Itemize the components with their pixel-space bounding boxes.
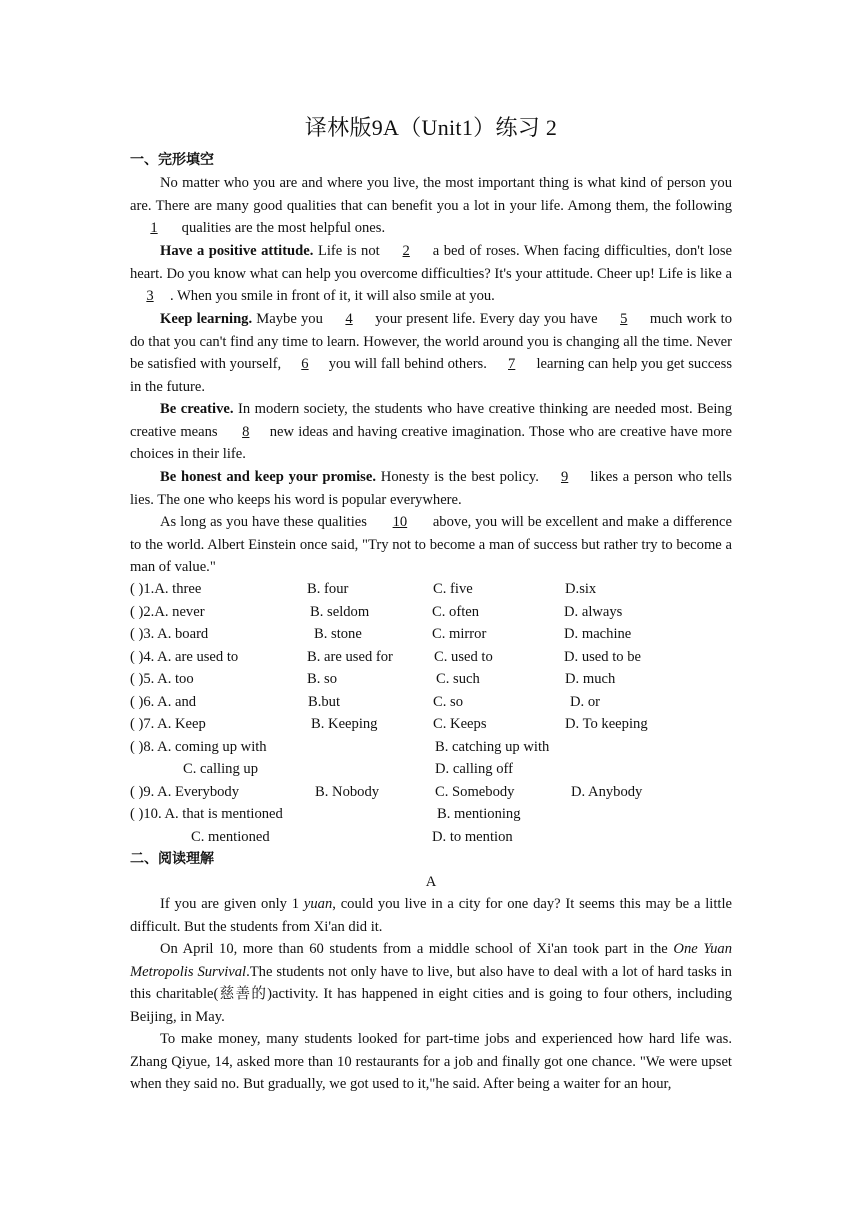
text: much work to do that you can't find any time to learn. However, the world around you is changing all the time. Never be satisfied with yourself, bbox=[130, 311, 732, 372]
text: learning can help you get success in the future. bbox=[130, 356, 733, 395]
option-d: D. To keeping bbox=[565, 716, 648, 732]
option-row-8b bbox=[130, 758, 750, 780]
option-d: D. always bbox=[564, 604, 623, 620]
option-b: B. stone bbox=[314, 626, 362, 642]
option-row-4 bbox=[130, 646, 750, 668]
reading-paragraph-1 bbox=[130, 893, 732, 938]
option-row-5 bbox=[130, 668, 750, 690]
option-a: ( )1.A. three bbox=[130, 581, 202, 597]
text: On April 10, more than 60 students from a middle school of Xi'an took part in the bbox=[160, 941, 674, 957]
option-d: D. used to be bbox=[564, 649, 642, 665]
cloze-paragraph-5 bbox=[130, 466, 732, 511]
option-b: B. catching up with bbox=[435, 739, 550, 755]
option-b: B. four bbox=[307, 581, 349, 597]
option-a: ( )7. A. Keep bbox=[130, 716, 206, 732]
reading-paragraph-3: To make money, many students looked for part-time jobs and experienced how hard life was. Zhang Qiyue, 14, asked more than 10 restaurants for a job and finally got one chance. "We were upset when they said no. But gradually, we got used to it,"he said. After being a waiter for an hour, bbox=[130, 1031, 732, 1092]
option-c: C. such bbox=[436, 671, 480, 687]
option-row-10 bbox=[130, 803, 750, 825]
option-row-7 bbox=[130, 713, 750, 735]
text: qualities are the most helpful ones. bbox=[178, 220, 386, 236]
option-b: B. Nobody bbox=[315, 784, 380, 800]
option-row-1 bbox=[130, 578, 750, 600]
option-a: ( )10. A. that is mentioned bbox=[130, 806, 283, 822]
option-row-6 bbox=[130, 691, 750, 713]
text: Maybe you bbox=[252, 311, 328, 327]
option-d: D. calling off bbox=[435, 761, 513, 777]
option-b: B. so bbox=[307, 671, 338, 687]
text: As long as you have these qualities bbox=[160, 514, 371, 530]
page-title: 译林版9A（Unit1）练习 2 bbox=[304, 115, 558, 140]
option-a: ( )4. A. are used to bbox=[130, 649, 239, 665]
section-heading-reading: 二、阅读理解 bbox=[130, 851, 214, 867]
option-c: C. five bbox=[433, 581, 473, 597]
option-c: C. used to bbox=[434, 649, 493, 665]
option-c: C. Keeps bbox=[433, 716, 487, 732]
lead-phrase: Keep learning. bbox=[160, 311, 253, 327]
text: your present life. Every day you have bbox=[371, 311, 602, 327]
lead-phrase: Have a positive attitude. bbox=[160, 243, 314, 259]
option-b: B. Keeping bbox=[311, 716, 378, 732]
option-d: D. to mention bbox=[432, 829, 513, 845]
option-row-3 bbox=[130, 623, 750, 645]
text: a bed of roses. When facing difficulties, don't lose heart. Do you know what can help you overcome difficulties? It's your attitude. Cheer up! Life is like a bbox=[130, 243, 732, 282]
option-d: D.six bbox=[565, 581, 597, 597]
option-a: ( )2.A. never bbox=[130, 604, 205, 620]
text: new ideas and having creative imagination. Those who are creative have more choices in their life. bbox=[130, 423, 732, 462]
option-b: B. are used for bbox=[307, 649, 393, 665]
option-b: B. mentioning bbox=[437, 806, 521, 822]
blank-5: 5 bbox=[620, 311, 628, 327]
text: , could you live in a city for one day? It seems this may be a little difficult. But the students from Xi'an did it. bbox=[130, 896, 732, 935]
option-d: D. Anybody bbox=[571, 784, 643, 800]
option-d: D. machine bbox=[564, 626, 632, 642]
option-a: ( )6. A. and bbox=[130, 694, 197, 710]
option-row-8 bbox=[130, 736, 750, 758]
text: .The students not only have to live, but also have to deal with a lot of hard tasks in this charitable(慈善的)activity. It has happened in eight cities and is going to four others, including Beijing, in May. bbox=[130, 963, 732, 1025]
blank-3: 3 bbox=[146, 288, 154, 304]
blank-9: 9 bbox=[560, 469, 569, 485]
option-c: C. calling up bbox=[183, 761, 258, 777]
option-row-9 bbox=[130, 781, 750, 803]
option-d: D. much bbox=[565, 671, 616, 687]
option-b: B.but bbox=[308, 694, 341, 710]
option-a: ( )3. A. board bbox=[130, 626, 209, 642]
blank-4: 4 bbox=[345, 311, 353, 327]
option-b: B. seldom bbox=[310, 604, 370, 620]
option-a: ( )9. A. Everybody bbox=[130, 784, 240, 800]
cloze-paragraph-3 bbox=[130, 308, 732, 398]
option-c: C. often bbox=[432, 604, 480, 620]
option-c: C. Somebody bbox=[435, 784, 515, 800]
option-c: C. mentioned bbox=[191, 829, 270, 845]
passage-label: A bbox=[425, 874, 437, 890]
blank-2: 2 bbox=[402, 243, 410, 259]
text: above, you will be excellent and make a difference to the world. Albert Einstein once said, "Try not to become a man of success but rather try to become a man of value." bbox=[130, 514, 733, 575]
cloze-paragraph-6 bbox=[130, 511, 732, 579]
blank-1: 1 bbox=[150, 220, 158, 236]
italic-text: yuan bbox=[303, 896, 333, 912]
italic-text: One Yuan Metropolis Survival bbox=[130, 941, 732, 980]
text: you will fall behind others. bbox=[324, 356, 491, 372]
cloze-paragraph-2 bbox=[130, 240, 732, 308]
text: . When you smile in front of it, it will also smile at you. bbox=[170, 288, 495, 304]
option-c: C. mirror bbox=[432, 626, 487, 642]
option-row-10b bbox=[130, 826, 750, 848]
blank-10: 10 bbox=[392, 514, 408, 530]
text: Honesty is the best policy. bbox=[376, 469, 544, 485]
text: Life is not bbox=[313, 243, 385, 259]
blank-6: 6 bbox=[301, 356, 309, 372]
option-a: ( )5. A. too bbox=[130, 671, 194, 687]
text: If you are given only 1 bbox=[160, 896, 304, 912]
cloze-paragraph-1 bbox=[130, 172, 732, 240]
lead-phrase: Be honest and keep your promise. bbox=[160, 469, 376, 485]
option-c: C. so bbox=[433, 694, 464, 710]
text: likes a person who tells lies. The one who keeps his word is popular everywhere. bbox=[130, 469, 732, 508]
cloze-paragraph-4 bbox=[130, 398, 732, 466]
blank-7: 7 bbox=[508, 356, 516, 372]
text: No matter who you are and where you live, the most important thing is what kind of person you are. There are many good qualities that can benefit you a lot in your life. Among them, the following bbox=[130, 175, 732, 214]
text: In modern society, the students who have creative thinking are needed most. Being creative means bbox=[130, 401, 732, 440]
option-d: D. or bbox=[570, 694, 600, 710]
reading-paragraph-2 bbox=[130, 938, 732, 1028]
option-row-2 bbox=[130, 601, 750, 623]
section-heading-cloze: 一、完形填空 bbox=[130, 152, 214, 168]
blank-8: 8 bbox=[242, 423, 250, 440]
option-a: ( )8. A. coming up with bbox=[130, 739, 267, 755]
lead-phrase: Be creative. bbox=[160, 401, 234, 417]
